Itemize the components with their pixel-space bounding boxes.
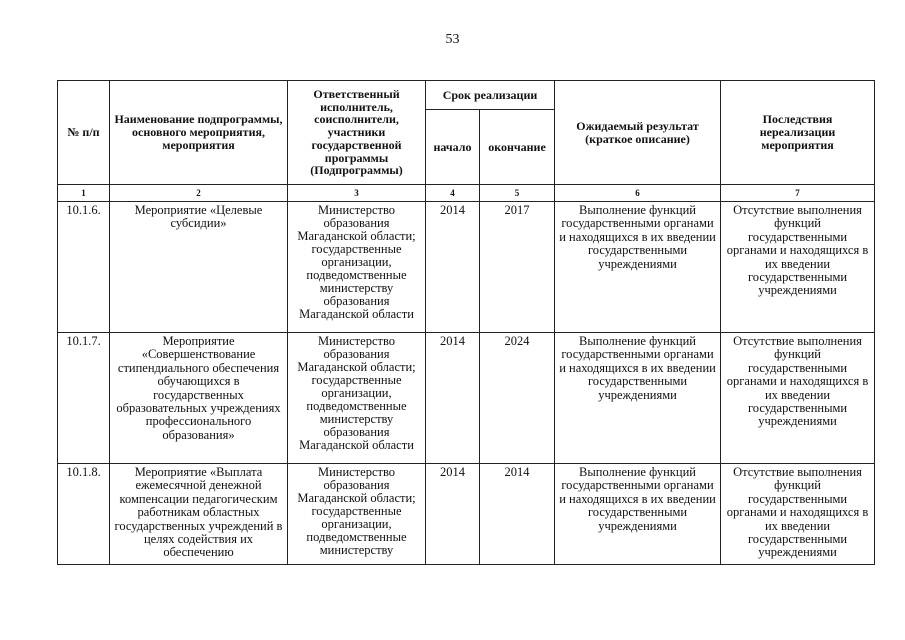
column-number: 3: [288, 185, 426, 202]
activity-name: Мероприятие «Целевые субсидии»: [110, 202, 288, 333]
end-year: 2014: [480, 464, 555, 565]
column-number: 6: [555, 185, 721, 202]
activity-name: Мероприятие «Совершенствование стипендиального обеспечения обучающихся в государственных образовательных учреждениях профессионального образования»: [110, 333, 288, 464]
header-term: Срок реализации: [426, 81, 555, 110]
header-term-start: начало: [426, 110, 480, 185]
executor: Министерство образования Магаданской области; государственные организации, подведомственные министерству: [288, 464, 426, 565]
column-number: 7: [721, 185, 875, 202]
table-row: [58, 464, 875, 565]
start-year: 2014: [426, 333, 480, 464]
header-row: [58, 81, 875, 110]
header-term-end: окончание: [480, 110, 555, 185]
table-row: [58, 333, 875, 464]
page-number: 53: [445, 32, 460, 47]
header-consequences: Последствия нереализации мероприятия: [721, 81, 875, 185]
end-year: 2017: [480, 202, 555, 333]
header-executor: Ответственный исполнитель, соисполнители, участники государственной программы (Подпрограммы): [288, 81, 426, 185]
executor: Министерство образования Магаданской области; государственные организации, подведомственные министерству образования Магаданской области: [288, 202, 426, 333]
activity-name: Мероприятие «Выплата ежемесячной денежной компенсации педагогическим работникам областных государственных учреждений в целях содействия их обеспечению: [110, 464, 288, 565]
row-number: 10.1.6.: [58, 202, 110, 333]
expected-result: Выполнение функций государственными органами и находящихся в их введении государственными учреждениями: [555, 333, 721, 464]
column-numbers-row: [58, 185, 875, 202]
column-number: 2: [110, 185, 288, 202]
column-number: 1: [58, 185, 110, 202]
end-year: 2024: [480, 333, 555, 464]
consequence: Отсутствие выполнения функций государственными органами и находящихся в их введении государственными учреждениями: [721, 202, 875, 333]
expected-result: Выполнение функций государственными органами и находящихся в их введении государственными учреждениями: [555, 464, 721, 565]
consequence: Отсутствие выполнения функций государственными органами и находящихся в их введении государственными учреждениями: [721, 464, 875, 565]
header-expected-result: Ожидаемый результат (краткое описание): [555, 81, 721, 185]
row-number: 10.1.7.: [58, 333, 110, 464]
column-number: 5: [480, 185, 555, 202]
table-row: [58, 202, 875, 333]
consequence: Отсутствие выполнения функций государственными органами и находящихся в их введении государственными учреждениями: [721, 333, 875, 464]
start-year: 2014: [426, 464, 480, 565]
program-activities-table: [57, 80, 875, 565]
header-number: № п/п: [58, 81, 110, 185]
row-number: 10.1.8.: [58, 464, 110, 565]
header-activity-name: Наименование подпрограммы, основного мероприятия, мероприятия: [110, 81, 288, 185]
executor: Министерство образования Магаданской области; государственные организации, подведомственные министерству образования Магаданской области: [288, 333, 426, 464]
expected-result: Выполнение функций государственными органами и находящихся в их введении государственными учреждениями: [555, 202, 721, 333]
column-number: 4: [426, 185, 480, 202]
start-year: 2014: [426, 202, 480, 333]
